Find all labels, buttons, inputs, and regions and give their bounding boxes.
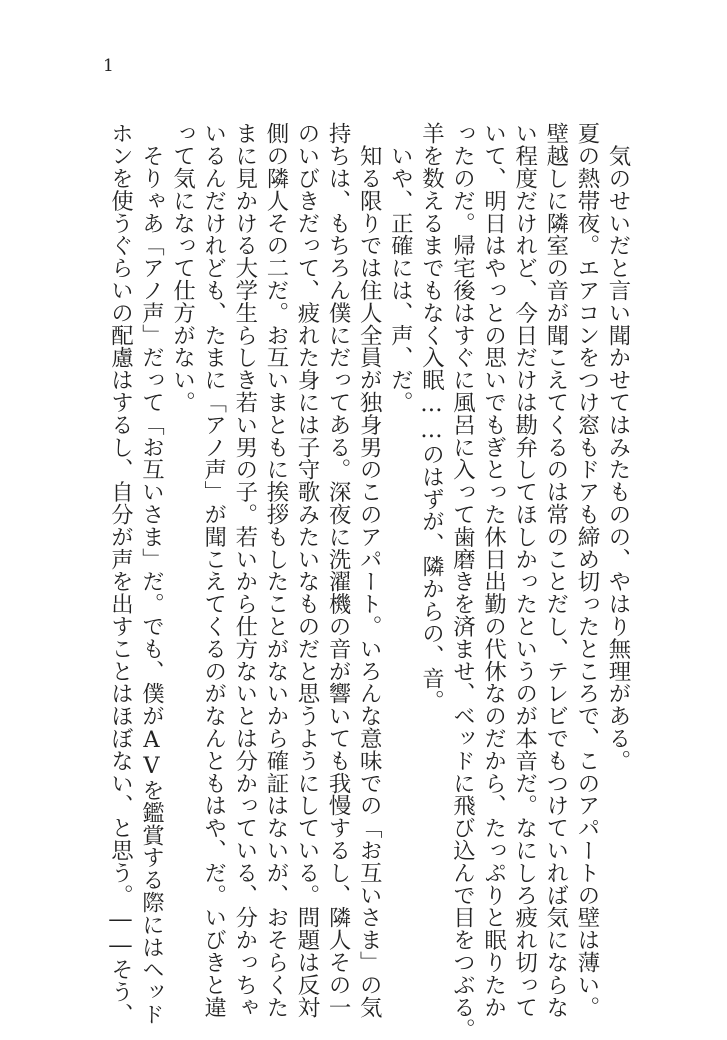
text-column: い程度だけれど、今日だけは勘弁してほしかったというのが本音だ。なにしろ疲れ切って — [511, 122, 538, 1018]
page-number: 1 — [103, 56, 114, 76]
text-column: いるんだけれども、たまに「アノ声」が聞こえてくるのがなんともはや、だ。いびきと違 — [200, 122, 227, 1018]
text-column: 側の隣人その二だ。お互いまともに挨拶もしたことがないから確証はないが、おそらくた — [262, 122, 289, 1018]
text-column: 知る限りでは住人全員が独身男のこのアパート。いろんな意味での「お互いさま」の気 — [356, 122, 383, 1018]
text-column: のいびきだって、疲れた身には子守歌みたいなものだと思うようにしている。問題は反対 — [294, 122, 320, 1018]
text-column: そりゃあ「アノ声」だって「お互いさま」だ。でも、僕がAVを鑑賞する際にはヘッド — [138, 122, 165, 1026]
text-column: 壁越しに隣室の音が聞こえてくるのは常のことだし、テレビでもつけていれば気にならな — [542, 122, 569, 1018]
text-column: いや、正確には、声、だ。 — [387, 122, 414, 414]
text-column: 気のせいだと言い聞かせてはみたものの、やはり無理がある。 — [605, 122, 631, 772]
text-column: ったのだ。帰宅後はすぐに風呂に入って歯磨きを済ませ、ベッドに飛び込んで目をつぶる。 — [449, 122, 476, 1040]
text-column: まに見かける大学生らしき若い男の子。若いから仕方ないとは分かっている、分かっちゃ — [231, 122, 258, 1018]
text-column: って気になって仕方がない。 — [169, 122, 196, 414]
text-column: いて、明日はやっとの思いでもぎとった休日出勤の代休なのだから、たっぷりと眠りたか — [480, 122, 507, 1018]
text-column: 持ちは、もちろん僕にだってある。深夜に洗濯機の音が響いても我慢するし、隣人その一 — [325, 122, 352, 1018]
text-column: 羊を数えるまでもなく入眠……のはずが、隣からの、音。 — [418, 122, 445, 712]
text-column: 夏の熱帯夜。エアコンをつけ窓もドアも締め切ったところで、このアパートの壁は薄い。 — [573, 122, 600, 1018]
text-column: ホンを使うぐらいの配慮はするし、自分が声を出すことはほぼない、と思う。――そう、 — [107, 122, 134, 1026]
